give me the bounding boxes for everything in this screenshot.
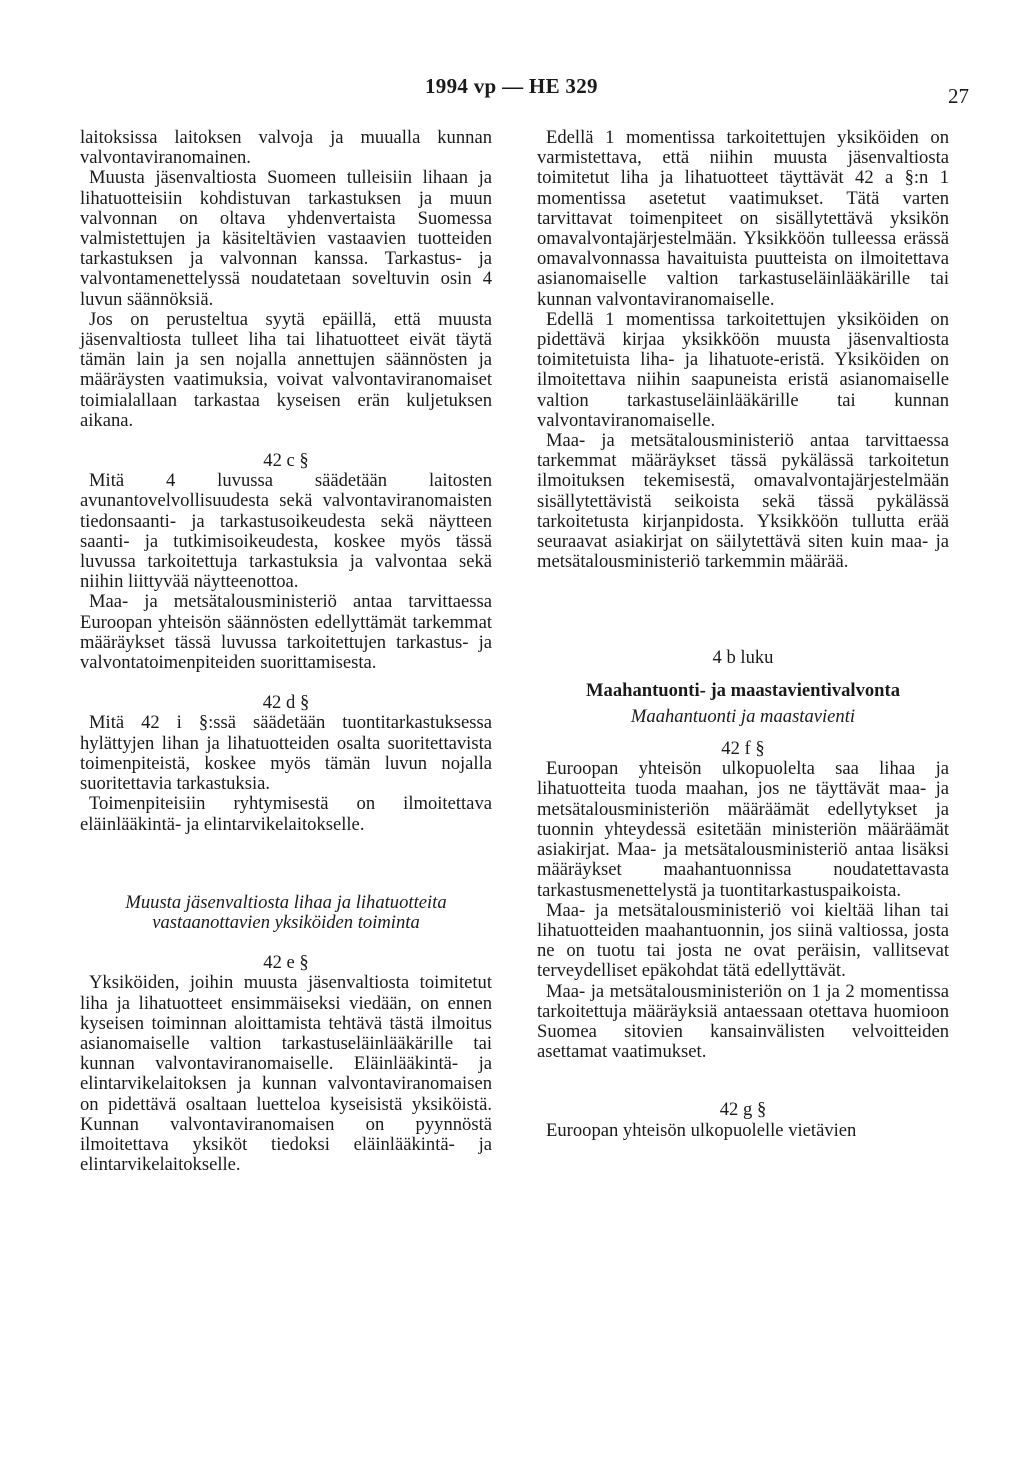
section-number: 42 e § <box>263 952 309 974</box>
paragraph: Maa- ja metsätalousministeriö voi kieltää lihan tai lihatuotteiden maahantuonnin, jos siinä valtiossa, josta ne on tuotu tai josta ne ovat peräisin, vallitsevat terveydelliset epäkohdat tätä edellyttävät. <box>537 899 949 982</box>
left-column <box>80 128 492 1175</box>
section-number: 42 c § <box>263 450 309 472</box>
paragraph: Edellä 1 momentissa tarkoitettujen yksiköiden on pidettävä kirjaa yksikköön muusta jäsenvaltiosta toimitetuista liha- ja lihatuote-eristä. Yksiköiden on ilmoitettava niihin saapuneista eristä asianomaiselle valtion tarkastuseläinlääkärille tai kunnan valvontaviranomaiselle. <box>537 308 949 431</box>
section-number: 42 d § <box>262 692 310 714</box>
paragraph: Edellä 1 momentissa tarkoitettujen yksiköiden on varmistettava, että niihin muusta jäsenvaltiosta toimitetut liha ja lihatuotteet täyttävät 42 a §:n 1 momentissa asetetut vaatimukset. Tätä varten tarvittavat toimenpiteet on sisällytettävä yksikön omavalvontajärjestelmään. Yksikköön tulleessa erässä omavalvonnassa havaituista puutteista on ilmoitettava asianomaiselle valtion tarkastuseläinlääkärille tai kunnan valvontaviranomaiselle. <box>537 127 949 310</box>
paragraph: laitoksissa laitoksen valvoja ja muualla kunnan valvontaviranomainen. <box>80 127 492 169</box>
paragraph: Maa- ja metsätalousministeriön on 1 ja 2 momentissa tarkoitettuja määräyksiä antaessaan otettava huomioon Suomea sitovien kansainvälisten velvoitteiden asettamat vaatimukset. <box>537 980 949 1063</box>
paragraph: Mitä 42 i §:ssä säädetään tuontitarkastuksessa hylättyjen lihan ja lihatuotteiden osalta suoritettavista toimenpiteistä, koskee myös tämän luvun nojalla suoritettavia tarkastuksia. <box>80 712 492 795</box>
page-header <box>0 74 1024 108</box>
paragraph: Jos on perusteltua syytä epäillä, että muusta jäsenvaltiosta tulleet liha tai lihatuotteet eivät täytä tämän lain ja sen nojalla annettujen säännösten ja määräysten vaatimuksia, voivat valvontaviranomaiset toimialallaan tarkastaa kyseisen erän kuljetuksen aikana. <box>80 308 492 431</box>
paragraph: Muusta jäsenvaltiosta Suomeen tulleisiin lihaan ja lihatuotteisiin kohdistuvan tarkastuksen ja muun valvonnan on oltava yhdenvertaista Suomessa valmistettujen ja käsiteltävien vastaavien tuotteiden tarkastuksen ja valvonnan kanssa. Tarkastus- ja valvontamenettelyssä noudatetaan soveltuvin osin 4 luvun säännöksiä. <box>80 167 492 310</box>
paragraph: Euroopan yhteisön ulkopuolelta saa lihaa ja lihatuotteita tuoda maahan, jos ne täyttävät maa- ja metsätalousministeriön määräämät edellytykset ja tuonnin yhteydessä esitetään ministeriön määräämät asiakirjat. Maa- ja metsätalousministeriö antaa lisäksi määräykset maahantuonnissa noudatettavasta tarkastusmenettelystä ja tuontitarkastuspaikoista. <box>537 758 949 901</box>
right-column <box>537 128 949 1141</box>
section-number: 42 f § <box>721 738 765 760</box>
paragraph: Mitä 4 luvussa säädetään laitosten avunantovelvollisuudesta sekä valvontaviranomaisten tiedonsaanti- ja tarkastusoikeudesta sekä näytteen saanti- ja tutkimisoikeudesta, koskee myös tässä luvussa tarkoitettuja tarkastuksia ja valvontaa sekä niihin liittyvää näytteenottoa. <box>80 470 492 593</box>
section-heading: Muusta jäsenvaltiosta lihaa ja lihatuotteita <box>125 891 447 913</box>
chapter-title: Maahantuonti- ja maastavientivalvonta <box>585 679 901 701</box>
paragraph: Maa- ja metsätalousministeriö antaa tarvittaessa tarkemmat määräykset tässä pykälässä tarkoitetun ilmoituksen tekemisestä, omavalvontajärjestelmään sisällytettävistä seikoista sekä tässä pykälässä tarkoitetusta kirjanpidosta. Yksikköön tullutta erää seuraavat asiakirjat on säilytettävä siten kuin maa- ja metsätalousministeriö tarkemmin määrää. <box>537 430 949 573</box>
section-number: 42 g § <box>719 1099 767 1121</box>
paragraph: Maa- ja metsätalousministeriö antaa tarvittaessa Euroopan yhteisön säännösten edellyttämät tarkemmat määräykset tässä luvussa tarkoitettujen tarkastus- ja valvontatoimenpiteiden suorittamisesta. <box>80 591 492 674</box>
chapter-number: 4 b luku <box>712 647 774 669</box>
page-number: 27 <box>948 84 969 108</box>
paragraph: Toimenpiteisiin ryhtymisestä on ilmoitettava eläinlääkintä- ja elintarvikelaitokselle. <box>80 793 492 835</box>
chapter-subtitle: Maahantuonti ja maastavienti <box>630 705 856 727</box>
section-heading: vastaanottavien yksiköiden toiminta <box>152 911 420 933</box>
paragraph: Yksiköiden, joihin muusta jäsenvaltiosta toimitetut liha ja lihatuotteet ensimmäiseksi viedään, on ennen kyseisen toiminnan aloittamista tehtävä tästä ilmoitus asianomaiselle valtion tarkastuseläinlääkärille tai kunnan valvontaviranomaiselle. Eläinlääkintä- ja elintarvikelaitoksen ja kunnan valvontaviranomaisen on pidettävä osaltaan luetteloa kyseisistä yksiköistä. Kunnan valvontaviranomaisen on pyynnöstä ilmoitettava yksiköt tiedoksi eläinlääkintä- ja elintarvikelaitokselle. <box>80 972 492 1176</box>
running-head: 1994 vp — HE 329 <box>425 74 598 98</box>
paragraph: Euroopan yhteisön ulkopuolelle vietävien <box>546 1119 857 1141</box>
